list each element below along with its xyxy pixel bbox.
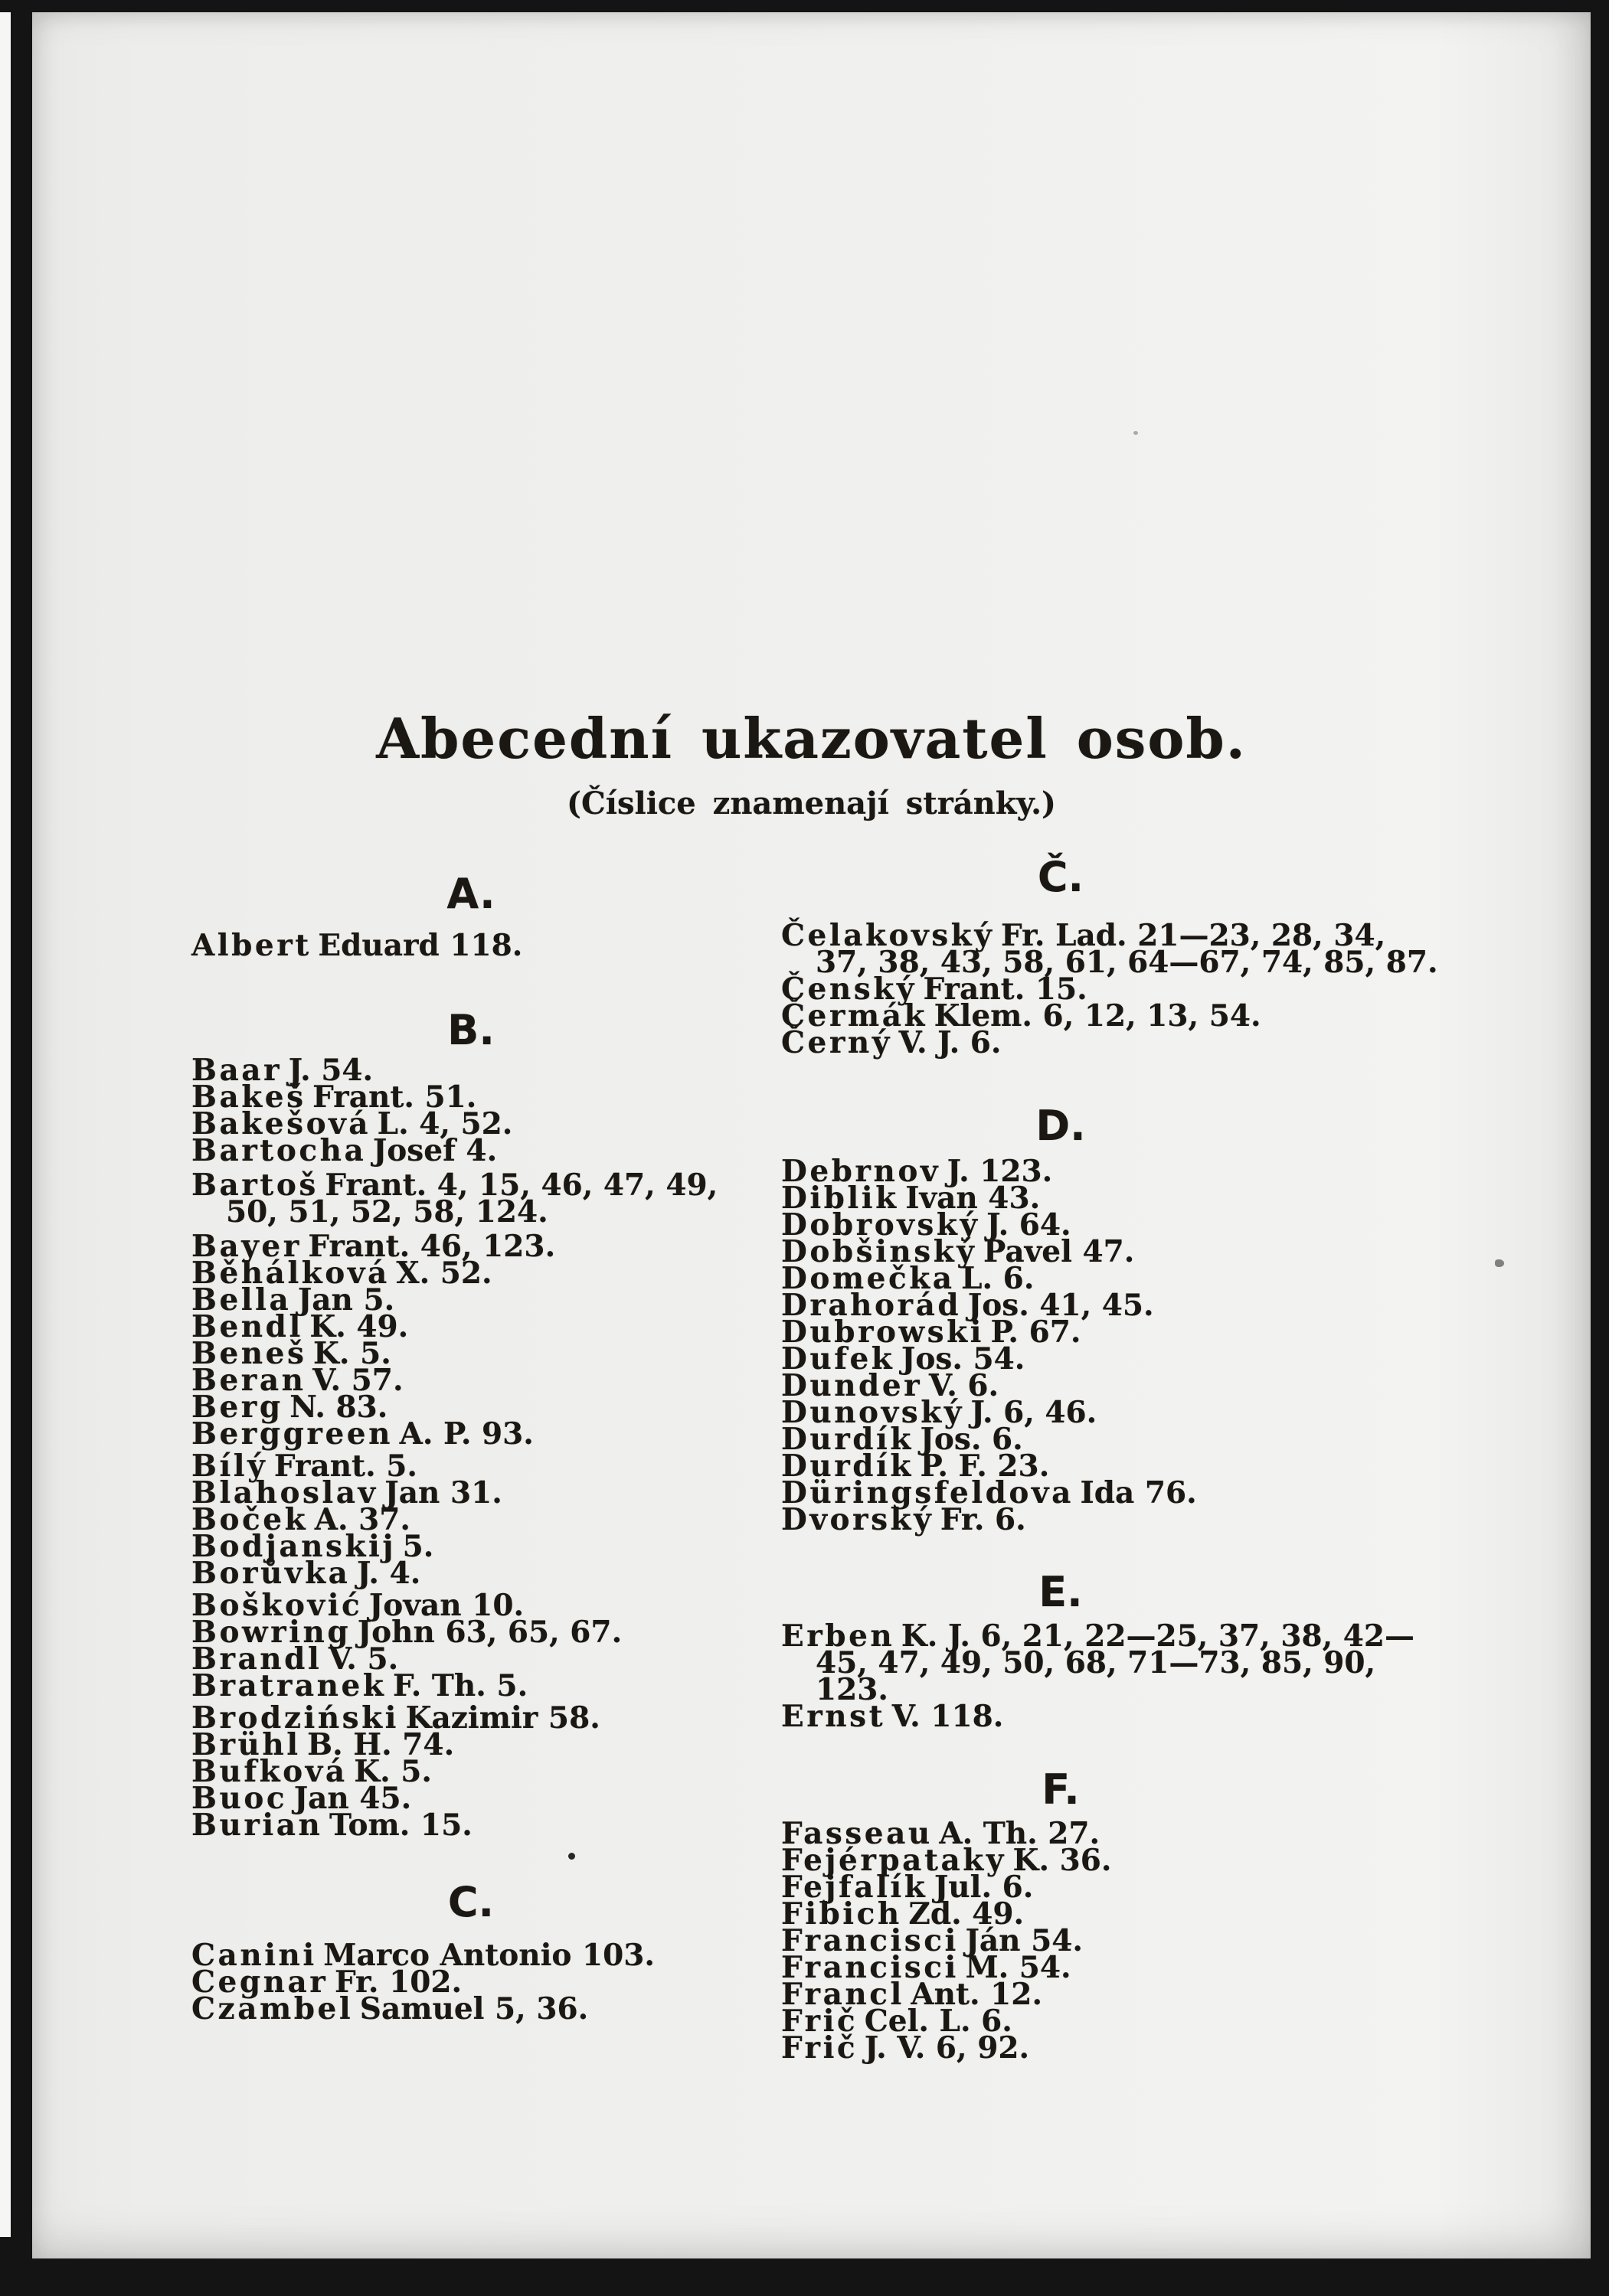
index-entry	[781, 1025, 1446, 1060]
entry-surname: Čermák	[781, 998, 928, 1034]
entry-surname: Fejérpataky	[781, 1843, 1006, 1878]
scan-speck	[1133, 431, 1138, 435]
entry-surname: Fasseau	[781, 1816, 933, 1851]
entry-details: K. 5.	[313, 1336, 391, 1371]
entry-details: A. 37.	[314, 1502, 410, 1537]
entry-details: Frant. 5.	[273, 1448, 417, 1484]
entry-details: J. 54.	[288, 1053, 374, 1088]
entry-surname: Černý	[781, 1025, 892, 1060]
entry-details: J. V. 6, 92.	[864, 2030, 1030, 2066]
entry-details: P. F. 23.	[920, 1448, 1050, 1484]
entry-surname: Bartocha	[191, 1133, 367, 1168]
entry-details: Eduard 118.	[318, 928, 523, 963]
entry-surname: Czambel	[191, 1991, 354, 2027]
index-section	[781, 1568, 1446, 1734]
entry-details: P. 67.	[990, 1315, 1081, 1350]
entry-details: Ján 54.	[965, 1923, 1083, 1958]
index-section	[191, 870, 777, 963]
entry-surname: Čelakovský	[781, 918, 995, 953]
entry-details: Fr. Lad. 21—23, 28, 34, 37, 38, 43, 58, 61, 64—67, 74, 85, 87.	[816, 918, 1438, 980]
entry-details: L. 6.	[961, 1261, 1035, 1296]
entry-surname: Dunder	[781, 1368, 923, 1403]
entry-details: Jul. 6.	[934, 1870, 1034, 1905]
entry-details: Fr. 6.	[940, 1502, 1026, 1537]
entry-surname: Dubrowski	[781, 1315, 984, 1350]
entry-details: Frant. 46, 123.	[308, 1229, 556, 1264]
index-entry	[191, 928, 777, 963]
entry-surname: Durdík	[781, 1448, 914, 1484]
entry-surname: Cegnar	[191, 1965, 329, 2000]
index-entry	[781, 1502, 1446, 1537]
entry-surname: Canini	[191, 1938, 317, 1973]
entry-details: Marco Antonio 103.	[323, 1938, 656, 1973]
entry-surname: Durdík	[781, 1422, 914, 1457]
entry-surname: Bella	[191, 1282, 292, 1318]
entry-details: J. 4.	[356, 1556, 421, 1591]
index-entry	[191, 1416, 777, 1452]
index-entry	[781, 918, 1446, 980]
index-entry	[781, 1699, 1446, 1734]
entry-surname: Dobrovský	[781, 1207, 980, 1243]
entry-list	[191, 1938, 777, 2027]
scan-speck	[1495, 1259, 1504, 1267]
entry-surname: Ernst	[781, 1699, 886, 1734]
entry-surname: Bodjanskij	[191, 1529, 396, 1564]
entry-details: V. J. 6.	[898, 1025, 1002, 1060]
entry-list	[781, 918, 1446, 1060]
entry-details: K. 49.	[309, 1309, 409, 1344]
entry-details: A. P. 93.	[399, 1416, 534, 1452]
section-heading: E.	[1038, 1568, 1083, 1616]
index-entry	[781, 1618, 1446, 1707]
entry-details: V. 5.	[328, 1641, 399, 1677]
entry-surname: Albert	[191, 928, 312, 963]
section-heading: F.	[1042, 1765, 1080, 1814]
entry-surname: Fibich	[781, 1896, 902, 1932]
entry-details: V. 57.	[312, 1363, 404, 1398]
entry-details: Ivan 43.	[905, 1181, 1041, 1216]
entry-details: Kazimir 58.	[405, 1700, 600, 1736]
entry-surname: Drahorád	[781, 1288, 962, 1323]
entry-details: X. 52.	[396, 1256, 492, 1291]
entry-details: Jan 45.	[293, 1781, 412, 1816]
entry-surname: Frič	[781, 2004, 858, 2039]
entry-surname: Dufek	[781, 1341, 895, 1377]
entry-surname: Diblik	[781, 1181, 899, 1216]
entry-surname: Čenský	[781, 972, 917, 1007]
entry-list	[781, 1816, 1446, 2066]
entry-details: Pavel 47.	[983, 1234, 1135, 1269]
page-subtitle: (Číslice znamenají stránky.)	[567, 785, 1056, 821]
entry-surname: Erben	[781, 1618, 895, 1654]
entry-details: Jos. 54.	[901, 1341, 1025, 1377]
index-section	[781, 1102, 1446, 1537]
entry-surname: Bílý	[191, 1448, 268, 1484]
entry-details: J. 6, 46.	[970, 1395, 1097, 1430]
entry-surname: Brühl	[191, 1727, 301, 1762]
index-column-right	[781, 853, 1446, 2066]
entry-surname: Beran	[191, 1363, 306, 1398]
entry-details: Fr. 102.	[334, 1965, 463, 2000]
entry-surname: Beneš	[191, 1336, 307, 1371]
entry-surname: Bakeš	[191, 1079, 306, 1115]
entry-surname: Frič	[781, 2030, 858, 2066]
entry-details: K. 36.	[1012, 1843, 1112, 1878]
page-title: Abecední ukazovatel osob.	[376, 706, 1247, 771]
entry-details: Cel. L. 6.	[864, 2004, 1012, 2039]
index-entry	[781, 2030, 1446, 2066]
entry-details: Klem. 6, 12, 13, 54.	[934, 998, 1261, 1034]
entry-surname: Francisci	[781, 1950, 959, 1985]
entry-details: M. 54.	[965, 1950, 1071, 1985]
entry-surname: Buoc	[191, 1781, 288, 1816]
entry-details: Jovan 10.	[368, 1588, 525, 1623]
entry-list	[781, 1618, 1446, 1734]
entry-details: L. 4, 52.	[377, 1106, 513, 1141]
entry-surname: Fejfalík	[781, 1870, 928, 1905]
index-section	[191, 1006, 777, 1843]
entry-surname: Dobšinský	[781, 1234, 977, 1269]
entry-details: Frant. 51.	[312, 1079, 477, 1115]
index-column-left	[191, 870, 777, 2027]
entry-details: Tom. 15.	[329, 1808, 473, 1843]
entry-details: B. H. 74.	[307, 1727, 455, 1762]
section-heading: C.	[447, 1878, 495, 1926]
entry-details: K. J. 6, 21, 22—25, 37, 38, 42—45, 47, 49, 50, 68, 71—73, 85, 90, 123.	[816, 1618, 1415, 1707]
entry-details: A. Th. 27.	[939, 1816, 1100, 1851]
entry-details: V. 6.	[928, 1368, 999, 1403]
index-section	[191, 1878, 777, 2027]
index-entry	[191, 1991, 777, 2027]
entry-details: Jan 31.	[384, 1475, 502, 1511]
entry-details: Jos. 6.	[920, 1422, 1023, 1457]
page	[32, 12, 1591, 2258]
book-gutter-edge	[0, 12, 11, 2237]
entry-surname: Dvorský	[781, 1502, 934, 1537]
section-heading: Č.	[1037, 853, 1084, 901]
index-entry	[191, 1556, 777, 1591]
entry-details: Ant. 12.	[911, 1977, 1043, 2012]
entry-surname: Bowring	[191, 1615, 352, 1650]
entry-surname: Brandl	[191, 1641, 322, 1677]
entry-surname: Boček	[191, 1502, 309, 1537]
section-heading: A.	[446, 870, 495, 918]
entry-details: J. 64.	[986, 1207, 1071, 1243]
entry-list	[191, 928, 777, 963]
entry-details: Josef 4.	[372, 1133, 498, 1168]
index-section	[781, 853, 1446, 1060]
entry-details: J. 123.	[947, 1154, 1053, 1189]
entry-surname: Bufková	[191, 1754, 348, 1789]
entry-surname: Francl	[781, 1977, 904, 2012]
index-entry	[191, 1668, 777, 1703]
entry-surname: Domečka	[781, 1261, 955, 1296]
entry-surname: Burian	[191, 1808, 323, 1843]
scan-speck	[568, 1853, 575, 1860]
entry-details: K. 5.	[354, 1754, 432, 1789]
entry-list	[781, 1154, 1446, 1537]
section-heading: D.	[1035, 1102, 1086, 1150]
entry-details: F. Th. 5.	[392, 1668, 528, 1703]
index-entry	[191, 1808, 777, 1843]
entry-details: Jan 5.	[297, 1282, 395, 1318]
entry-details: Jos. 41, 45.	[967, 1288, 1154, 1323]
section-heading: B.	[447, 1006, 495, 1054]
entry-details: Samuel 5, 36.	[359, 1991, 589, 2027]
entry-details: Zd. 49.	[908, 1896, 1025, 1932]
entry-surname: Düringsfeldova	[781, 1475, 1074, 1511]
entry-surname: Borůvka	[191, 1556, 351, 1591]
entry-surname: Brodziński	[191, 1700, 400, 1736]
entry-surname: Berggreen	[191, 1416, 393, 1452]
entry-surname: Bošković	[191, 1588, 363, 1623]
entry-surname: Bratranek	[191, 1668, 387, 1703]
entry-surname: Debrnov	[781, 1154, 941, 1189]
entry-surname: Baar	[191, 1053, 283, 1088]
entry-surname: Blahoslav	[191, 1475, 378, 1511]
entry-details: John 63, 65, 67.	[357, 1615, 623, 1650]
entry-details: N. 83.	[289, 1390, 388, 1425]
entry-surname: Bendl	[191, 1309, 303, 1344]
entry-details: Frant. 4, 15, 46, 47, 49, 50, 51, 52, 58, 124.	[226, 1168, 718, 1230]
entry-details: 5.	[402, 1529, 434, 1564]
entry-surname: Berg	[191, 1390, 283, 1425]
entry-details: Ida 76.	[1080, 1475, 1197, 1511]
index-section	[781, 1765, 1446, 2066]
entry-surname: Bakešová	[191, 1106, 371, 1141]
entry-list	[191, 1053, 777, 1843]
index-entry	[191, 1168, 777, 1230]
entry-details: V. 118.	[891, 1699, 1004, 1734]
entry-surname: Francisci	[781, 1923, 959, 1958]
entry-details: Frant. 15.	[923, 972, 1087, 1007]
entry-surname: Běhálková	[191, 1256, 390, 1291]
entry-surname: Bartoš	[191, 1168, 319, 1203]
index-entry	[191, 1133, 777, 1168]
entry-surname: Bayer	[191, 1229, 302, 1264]
entry-surname: Dunovský	[781, 1395, 964, 1430]
